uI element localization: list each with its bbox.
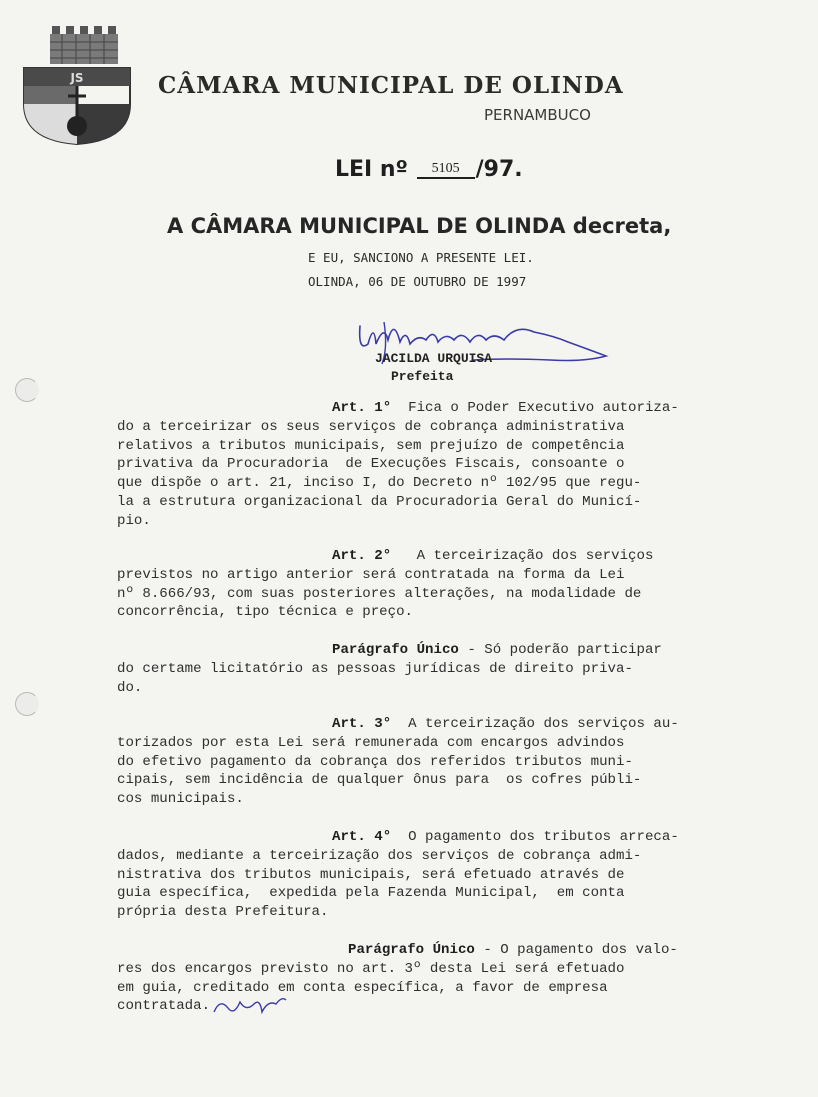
institution-title: CÂMARA MUNICIPAL DE OLINDA [158, 72, 624, 99]
article-label: Art. 4° [332, 829, 392, 845]
sanction-date: OLINDA, 06 DE OUTUBRO DE 1997 [308, 274, 527, 289]
paragraph-label: Parágrafo Único [332, 642, 459, 658]
punch-hole [15, 378, 39, 402]
article-text-line: A terceirização dos serviços [391, 548, 654, 564]
article-text-line: privativa da Procuradoria de Execuções Fiscais, consoante o [117, 456, 625, 473]
article-text-line: relativos a tributos municipais, sem prejuízo de competência [117, 437, 625, 454]
article-text-line: do efetivo pagamento da cobrança dos referidos tributos muni- [117, 753, 633, 770]
article-4 [117, 828, 745, 922]
article-text-line: res dos encargos previsto no art. 3º desta Lei será efetuado [117, 960, 625, 977]
signatory-role: Prefeita [391, 369, 454, 384]
article-text-line: que dispõe o art. 21, inciso I, do Decreto nº 102/95 que regu- [117, 475, 642, 492]
law-number: 5105 [417, 161, 475, 179]
state-name: PERNAMBUCO [484, 106, 591, 124]
article-2 [117, 547, 745, 622]
article-text-line: pio. [117, 512, 151, 529]
article-text-line: do. [117, 679, 143, 696]
coat-of-arms-icon [22, 22, 132, 146]
article-text-line: nistrativa dos tributos municipais, será efetuado através de [117, 866, 625, 883]
article-text-line: cipais, sem incidência de qualquer ônus para os cofres públi- [117, 772, 642, 789]
paragraph-label: Parágrafo Único [348, 942, 475, 958]
article-1 [117, 399, 745, 531]
article-text-line: própria desta Prefeitura. [117, 904, 329, 921]
decree-heading-rest: decreta, [565, 214, 672, 238]
article-text-line: Fica o Poder Executivo autoriza- [391, 400, 679, 416]
article-text-line: concorrência, tipo técnica e preço. [117, 604, 414, 621]
article-label: Art. 2° [332, 548, 392, 564]
article-text-line: - O pagamento dos valo- [474, 942, 678, 958]
article-text-line: em guia, creditado em conta específica, a favor de empresa [117, 979, 608, 996]
article-text-line: cos municipais. [117, 791, 244, 808]
article-label: Art. 3° [332, 716, 392, 732]
article-label: Art. 1° [332, 400, 392, 416]
law-prefix: LEI nº [335, 157, 408, 182]
sole-paragraph-1 [117, 641, 745, 697]
sanction-line: E EU, SANCIONO A PRESENTE LEI. [308, 250, 534, 265]
signatory-name: JACILDA URQUISA [375, 351, 493, 366]
article-text-line: - Só poderão participar [458, 642, 662, 658]
decree-heading-bold: A CÂMARA MUNICIPAL DE OLINDA [167, 214, 566, 238]
article-text-line: do a terceirizar os seus serviços de cobrança administrativa [117, 418, 625, 435]
article-text-line: dados, mediante a terceirização dos serviços de cobrança admi- [117, 847, 642, 864]
article-text-line: contratada. [117, 998, 211, 1015]
law-number-line [335, 157, 523, 182]
punch-hole [15, 692, 39, 716]
article-text-line: previstos no artigo anterior será contratada na forma da Lei [117, 566, 625, 583]
sanction-block [308, 246, 534, 294]
article-3 [117, 715, 745, 809]
article-text-line: torizados por esta Lei será remunerada com encargos advindos [117, 734, 625, 751]
law-year: /97. [475, 157, 523, 182]
article-text-line: O pagamento dos tributos arreca- [391, 829, 679, 845]
article-text-line: A terceirização dos serviços au- [391, 716, 679, 732]
article-text-line: guia específica, expedida pela Fazenda Municipal, em conta [117, 885, 625, 902]
initials-signature [210, 994, 290, 1018]
decree-heading [167, 214, 671, 238]
article-text-line: nº 8.666/93, com suas posteriores alterações, na modalidade de [117, 585, 642, 602]
article-text-line: do certame licitatório as pessoas jurídicas de direito priva- [117, 660, 633, 677]
svg-text:JS: JS [70, 71, 84, 85]
article-text-line: la a estrutura organizacional da Procuradoria Geral do Municí- [117, 493, 642, 510]
